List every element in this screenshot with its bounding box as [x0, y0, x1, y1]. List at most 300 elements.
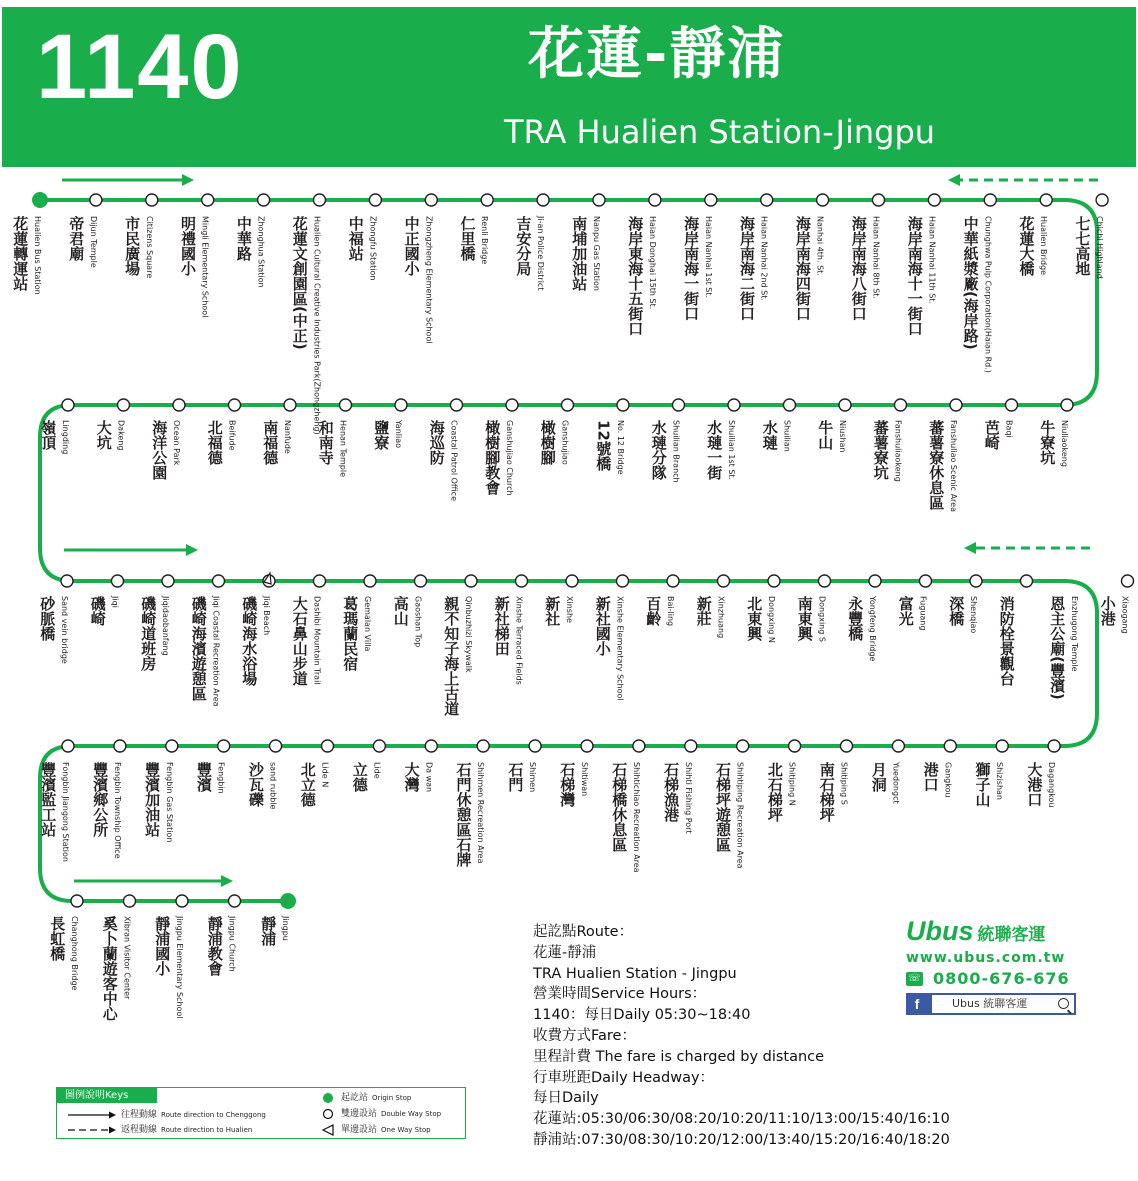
stop-name-en: Niushan: [838, 420, 847, 453]
stop-name-zh: 北東興: [745, 596, 764, 641]
double-stop-marker[interactable]: [633, 740, 645, 752]
double-stop-marker[interactable]: [895, 399, 907, 411]
double-stop-marker[interactable]: [114, 740, 126, 752]
double-stop-marker[interactable]: [112, 575, 124, 587]
double-stop-marker[interactable]: [415, 575, 427, 587]
stop-name-en: Fengbin Gas Station: [164, 762, 174, 843]
stop-name-en: Jiqi: [110, 596, 120, 608]
double-stop-marker[interactable]: [1061, 399, 1073, 411]
stop-name-en: Jingpu: [281, 916, 290, 941]
stop-name-en: Da wan: [424, 762, 434, 793]
outbound-arrow-icon: [182, 174, 194, 186]
stop-name-en: Shihtiping Recreation Area: [735, 762, 745, 869]
stop-name-zh: 花蓮大橋: [1017, 216, 1036, 276]
double-stop-marker[interactable]: [1006, 399, 1018, 411]
double-stop-marker[interactable]: [737, 740, 749, 752]
double-stop-marker[interactable]: [516, 575, 528, 587]
stop-name-en: Xinshe: [565, 596, 574, 623]
stop-name-zh: 海岸南海二街口: [737, 216, 756, 321]
double-stop-marker[interactable]: [258, 194, 270, 206]
legend-forward-zh: 往程動線: [121, 1109, 158, 1120]
double-stop-marker[interactable]: [593, 194, 605, 206]
stop-name-zh: 砂脈橋: [38, 596, 57, 641]
double-stop-marker[interactable]: [166, 740, 178, 752]
return-arrow-icon: [948, 174, 960, 186]
legend-oneway-en: One Way Stop: [381, 1125, 431, 1134]
stop-name-zh: 七七高地: [1073, 216, 1092, 276]
double-stop-marker[interactable]: [202, 194, 214, 206]
stop-name-zh: 仁里橋: [458, 216, 477, 261]
legend-double-zh: 雙邊設站: [341, 1108, 378, 1119]
one-way-stop-icon: [321, 1124, 335, 1136]
stop-name-zh: 海岸南海八街口: [849, 216, 868, 321]
double-stop-marker[interactable]: [340, 399, 352, 411]
double-stop-marker[interactable]: [270, 740, 282, 752]
solid-arrow-icon: [67, 1110, 117, 1120]
stop-name-en: Xinshe Elementary School: [615, 596, 625, 701]
stop-name-en: Renli Bridge: [480, 216, 490, 265]
facebook-page-field[interactable]: [932, 995, 1074, 1013]
double-stop-marker[interactable]: [162, 575, 174, 587]
stop-name-zh: 明禮國小: [178, 216, 197, 276]
double-stop-marker[interactable]: [705, 194, 717, 206]
double-stop-marker[interactable]: [373, 740, 385, 752]
double-stop-marker[interactable]: [1096, 194, 1108, 206]
stop-name-zh: 海巡防: [427, 420, 446, 465]
double-stop-marker[interactable]: [62, 399, 74, 411]
stop-name-zh: 消防栓景觀台: [997, 596, 1016, 686]
double-stop-icon: [321, 1108, 335, 1120]
double-stop-marker[interactable]: [173, 399, 185, 411]
double-stop-marker[interactable]: [566, 575, 578, 587]
stop-name-zh: 牛寮坑: [1038, 420, 1057, 465]
legend-double-en: Double Way Stop: [381, 1109, 442, 1118]
stop-name-en: Hualien Cultural Creative Industries Park(Zhongzheng): [312, 216, 322, 435]
stop-name-en: Niuliaokeng: [1060, 420, 1069, 467]
double-stop-marker[interactable]: [920, 575, 932, 587]
stop-name-zh: 磯崎: [88, 596, 107, 626]
info-line: 花蓮-靜浦: [533, 944, 597, 961]
stop-name-zh: 高山: [391, 596, 410, 626]
stop-name-en: Shenqiao: [969, 596, 978, 634]
stop-name-zh: 小港: [1098, 596, 1117, 626]
stop-name-en: Shuilian Branch: [671, 420, 681, 483]
stop-name-en: Shitiping N: [787, 762, 797, 806]
stop-name-en: Hualien Bridge: [1039, 216, 1049, 276]
double-stop-marker[interactable]: [819, 575, 831, 587]
stop-name-zh: 嶺頂: [39, 420, 58, 450]
double-stop-marker[interactable]: [425, 194, 437, 206]
stop-name-zh: 海岸南海一街口: [682, 216, 701, 321]
stop-name-zh: 帝君廟: [67, 216, 86, 261]
stop-name-zh: 12號橋: [594, 420, 613, 471]
facebook-search-box[interactable]: [906, 993, 1076, 1015]
ubus-logo: Ubus: [906, 916, 974, 946]
stop-name-en: Dakeng: [116, 420, 126, 451]
stop-name-zh: 大石鼻山步道: [290, 596, 309, 686]
double-stop-marker[interactable]: [229, 895, 241, 907]
stop-name-zh: 月洞: [869, 762, 888, 792]
stop-name-en: Shizishan: [995, 762, 1005, 801]
stop-name-en: Yuedongct: [891, 762, 901, 804]
stop-name-zh: 磯崎道班房: [139, 596, 158, 671]
stop-name-zh: 海洋公園: [150, 420, 169, 480]
stop-name-en: Shihtichiao Recreation Area: [631, 762, 641, 873]
dashed-arrow-icon: [67, 1125, 117, 1135]
origin-stop-icon: [321, 1092, 335, 1104]
stop-name-en: Mingli Elementary School: [200, 216, 210, 318]
stop-name-en: Zhonghua Station: [256, 216, 266, 288]
legend-title: 圖例說明Keys: [57, 1088, 157, 1103]
stop-name-zh: 芭崎: [982, 420, 1001, 450]
stop-name-zh: 南埔加油站: [570, 216, 589, 291]
stop-name-zh: 長虹橋: [48, 916, 67, 961]
stop-name-en: Zhongfu Station: [368, 216, 378, 281]
stop-name-zh: 牛山: [816, 420, 835, 450]
double-stop-marker[interactable]: [649, 194, 661, 206]
brand-url[interactable]: www.ubus.com.tw: [906, 950, 1066, 966]
legend-forward-en: Route direction to Chenggong: [161, 1110, 266, 1119]
stop-name-en: Yongfeng Bridge: [868, 596, 877, 662]
double-stop-marker[interactable]: [176, 895, 188, 907]
legend-reverse-zh: 返程動線: [121, 1124, 158, 1135]
double-stop-marker[interactable]: [322, 740, 334, 752]
stop-name-en: Shitiwan: [580, 762, 589, 797]
stop-name-en: Ji-an Police District: [536, 216, 546, 291]
stop-name-en: Gaoshan Top: [413, 596, 423, 648]
stop-name-en: Nanfude: [283, 420, 292, 454]
stop-name-zh: 和南寺: [316, 420, 335, 465]
double-stop-marker[interactable]: [218, 740, 230, 752]
stop-name-zh: 石門休憩區石牌: [454, 762, 473, 867]
stop-name-en: Nanpu Gas Station: [592, 216, 601, 291]
double-stop-marker[interactable]: [685, 740, 697, 752]
stop-name-en: Coastal Patrol Office: [449, 420, 459, 501]
stop-name-en: Gangkou: [943, 762, 953, 798]
origin-stop-marker[interactable]: [280, 893, 296, 909]
double-stop-marker[interactable]: [562, 399, 574, 411]
double-stop-marker[interactable]: [869, 575, 881, 587]
double-stop-marker[interactable]: [761, 194, 773, 206]
search-icon: [1058, 998, 1069, 1009]
stop-name-zh: 新社梯田: [492, 596, 511, 656]
stop-name-zh: 豐濱鄉公所: [91, 762, 110, 837]
legend-oneway-zh: 單邊設站: [341, 1124, 378, 1135]
stop-name-zh: 新社: [543, 596, 562, 626]
double-stop-marker[interactable]: [673, 399, 685, 411]
stop-name-en: Haian Nanhai 2nd St.: [759, 216, 769, 301]
stop-name-en: Hualien Bus Station: [33, 216, 42, 295]
double-stop-marker[interactable]: [425, 740, 437, 752]
stop-name-en: Xibran Visitor Center: [122, 916, 132, 1000]
stop-name-zh: 新莊: [694, 596, 713, 626]
stop-name-zh: 大港口: [1025, 762, 1044, 807]
stop-name-en: Shihti Fishing Port: [683, 762, 693, 834]
stop-name-en: Enzhugong Temple: [1070, 596, 1079, 672]
double-stop-marker[interactable]: [395, 399, 407, 411]
legend-reverse: [67, 1125, 252, 1135]
stop-name-zh: 海岸南海十一街口: [905, 216, 924, 336]
stop-name-en: Baqi: [1004, 420, 1014, 438]
stop-name-zh: 南東興: [795, 596, 814, 641]
double-stop-marker[interactable]: [789, 740, 801, 752]
stop-name-en: Haian Nanhai 8th St.: [871, 216, 881, 299]
stop-name-zh: 石門: [506, 762, 525, 792]
stop-name-zh: 大坑: [94, 420, 113, 450]
stop-name-zh: 靜浦國小: [153, 916, 172, 976]
stop-name-zh: 磯崎海濱遊憩區: [189, 596, 208, 701]
stop-name-en: Ganshujiao: [560, 420, 570, 465]
stop-name-en: Changhong Bridge: [70, 916, 79, 991]
stop-name-en: Xinshe Terraced Fields: [514, 596, 524, 685]
double-stop-marker[interactable]: [970, 575, 982, 587]
stop-name-zh: 石梯橋休息區: [610, 762, 629, 852]
stop-name-en: Fengbin: [216, 762, 226, 794]
stop-name-zh: 沙瓦礫: [246, 762, 265, 807]
stop-name-en: Shihmen Recreation Area: [476, 762, 486, 864]
stop-name-en: Yanliao: [394, 420, 403, 448]
stop-name-en: Shitiping S: [839, 762, 849, 805]
stop-name-zh: 海岸南海四街口: [793, 216, 812, 321]
stop-name-zh: 南福德: [261, 420, 280, 465]
double-stop-marker[interactable]: [841, 740, 853, 752]
brand-phone[interactable]: 0800-676-676: [933, 969, 1070, 988]
info-line: 1140：每日Daily 05:30~18:40: [533, 1007, 751, 1024]
legend: [56, 1087, 466, 1139]
stop-name-zh: 南石梯坪: [817, 762, 836, 822]
stop-name-zh: 海岸東海十五街口: [626, 216, 645, 336]
stop-name-en: Nanhai 4th. St.: [815, 216, 825, 276]
stop-name-zh: 中福站: [346, 216, 365, 261]
stop-name-zh: 花蓮文創園區(中正): [290, 216, 309, 350]
stop-name-en: Henan Temple: [338, 420, 348, 477]
stop-name-en: Lide: [372, 762, 382, 779]
stop-name-zh: 新社國小: [593, 596, 612, 656]
route-name-en: TRA Hualien Station-Jingpu: [504, 113, 936, 151]
stop-name-zh: 恩主公廟(豐濱): [1048, 596, 1067, 700]
stop-name-en: Citizens Square: [144, 216, 154, 279]
double-stop-marker[interactable]: [944, 740, 956, 752]
double-stop-marker[interactable]: [71, 895, 83, 907]
stop-name-en: Jiqi Coastal Recreation Area: [211, 596, 221, 707]
stop-name-zh: 大灣: [402, 762, 421, 792]
legend-double: [321, 1108, 441, 1120]
brand-block: [906, 918, 1086, 1015]
info-line: 靜浦站:07:30/08:30/10:20/12:00/13:40/15:20/16:40/18:20: [533, 1131, 950, 1148]
stop-name-en: Jiqi Beach: [262, 596, 271, 636]
double-stop-marker[interactable]: [314, 575, 326, 587]
double-stop-marker[interactable]: [369, 194, 381, 206]
legend-forward: [67, 1110, 266, 1120]
stop-name-en: Jingpu Elementary School: [175, 916, 184, 1019]
double-stop-marker[interactable]: [950, 399, 962, 411]
stop-name-en: Fengbin Township Office: [112, 762, 122, 859]
double-stop-marker[interactable]: [314, 194, 326, 206]
double-stop-marker[interactable]: [817, 194, 829, 206]
stop-name-zh: 親不知子海上古道: [442, 596, 461, 716]
double-stop-marker[interactable]: [1122, 575, 1134, 587]
legend-oneway: [321, 1124, 431, 1136]
double-stop-marker[interactable]: [465, 575, 477, 587]
double-stop-marker[interactable]: [581, 740, 593, 752]
stop-name-en: sand rubble: [268, 762, 278, 810]
double-stop-marker[interactable]: [839, 399, 851, 411]
double-stop-marker[interactable]: [768, 575, 780, 587]
double-stop-marker[interactable]: [481, 194, 493, 206]
double-stop-marker[interactable]: [529, 740, 541, 752]
phone-icon: ☏: [906, 972, 923, 986]
stop-name-zh: 石梯漁港: [662, 762, 681, 822]
stop-name-en: Jingpu Church: [227, 916, 237, 972]
stop-name-zh: 靜浦教會: [205, 916, 224, 976]
stop-name-en: Haian Donghai 15th St.: [647, 216, 657, 310]
double-stop-marker[interactable]: [62, 740, 74, 752]
stop-name-zh: 豐濱監工站: [39, 762, 58, 837]
stop-name-zh: 橄樹腳教會: [483, 420, 502, 495]
stop-name-zh: 蕃薯寮坑: [871, 420, 890, 480]
info-line: 營業時間Service Hours：: [533, 986, 707, 1003]
double-stop-marker[interactable]: [892, 740, 904, 752]
double-stop-marker[interactable]: [984, 194, 996, 206]
stop-name-en: Lingding: [61, 420, 70, 455]
stop-name-zh: 港口: [921, 762, 940, 792]
stop-name-en: Beifude: [227, 420, 237, 451]
info-line: 花蓮站:05:30/06:30/08:20/10:20/11:10/13:00/15:40/16:10: [533, 1111, 950, 1128]
stop-name-zh: 富光: [896, 596, 915, 626]
stop-name-en: Lide N: [320, 762, 330, 788]
stop-name-zh: 蕃薯寮休息區: [927, 420, 946, 510]
stop-name-en: Bai-ling: [666, 596, 675, 627]
double-stop-marker[interactable]: [124, 895, 136, 907]
double-stop-marker[interactable]: [506, 399, 518, 411]
origin-stop-marker[interactable]: [32, 192, 48, 208]
legend-origin-en: Origin Stop: [372, 1093, 412, 1102]
stop-name-en: Dashibi Mountain Trail: [312, 596, 322, 685]
stop-name-en: Zhongzheng Elementary School: [424, 216, 434, 344]
stop-name-zh: 磯崎海水浴場: [240, 596, 259, 686]
stop-name-zh: 水璉分隊: [649, 420, 668, 480]
brand-phone-row: [906, 971, 1086, 987]
stop-name-zh: 百齡: [644, 596, 663, 626]
stop-name-zh: 深橋: [947, 596, 966, 626]
info-line: TRA Hualien Station - Jingpu: [533, 965, 737, 982]
stop-name-en: Fongbin Jiangong Station: [61, 762, 70, 862]
stop-name-zh: 獅子山: [973, 762, 992, 807]
info-line: 里程計費 The fare is charged by distance: [533, 1048, 825, 1065]
stop-name-zh: 靜浦: [259, 916, 278, 946]
facebook-icon: f: [908, 995, 926, 1013]
stop-name-zh: 市民廣場: [123, 216, 142, 276]
stop-name-en: Dijun Temple: [88, 216, 98, 268]
stop-name-zh: 葛瑪蘭民宿: [341, 596, 360, 671]
stop-name-zh: 奚卜蘭遊客中心: [100, 916, 119, 1021]
stop-name-en: Shuilian 1st St.: [727, 420, 736, 481]
double-stop-marker[interactable]: [213, 575, 225, 587]
info-line: 行車班距Daily Headway：: [533, 1069, 715, 1086]
double-stop-marker[interactable]: [728, 399, 740, 411]
stop-name-en: Shimen: [528, 762, 538, 793]
double-stop-marker[interactable]: [1021, 575, 1033, 587]
double-stop-marker[interactable]: [364, 575, 376, 587]
double-stop-marker[interactable]: [118, 399, 130, 411]
double-stop-marker[interactable]: [718, 575, 730, 587]
stop-name-zh: 水璉一街: [705, 420, 724, 480]
stop-name-en: Xinzhuang: [716, 596, 726, 639]
stop-name-zh: 北福德: [205, 420, 224, 465]
stop-name-zh: 中華路: [234, 216, 253, 261]
double-stop-marker[interactable]: [61, 575, 73, 587]
stop-name-en: Gemalan Villa: [363, 596, 372, 652]
double-stop-marker[interactable]: [1048, 740, 1060, 752]
legend-origin-zh: 起訖站: [341, 1092, 369, 1103]
double-stop-marker[interactable]: [873, 194, 885, 206]
outbound-arrow-icon: [186, 544, 198, 556]
double-stop-marker[interactable]: [617, 575, 629, 587]
double-stop-marker[interactable]: [537, 194, 549, 206]
double-stop-marker[interactable]: [617, 399, 629, 411]
stop-name-zh: 豐濱: [194, 762, 213, 792]
stop-name-zh: 立德: [350, 762, 369, 792]
route-name-zh: 花蓮-靜浦: [528, 22, 786, 87]
route-number: 1140: [36, 16, 244, 118]
stop-name-zh: 永豐橋: [846, 596, 865, 641]
stop-name-zh: 北石梯坪: [765, 762, 784, 822]
stop-name-zh: 中正國小: [402, 216, 421, 276]
stop-name-en: Xiaogang: [1120, 596, 1130, 634]
outbound-arrow-icon: [221, 875, 233, 887]
double-stop-marker[interactable]: [90, 194, 102, 206]
stop-name-en: Ocean Park: [172, 420, 181, 466]
stop-name-en: Dongxing N: [767, 596, 776, 643]
stop-name-en: Ganshujiao Church: [505, 420, 514, 496]
stop-name-en: Dongxing S: [817, 596, 827, 642]
double-stop-marker[interactable]: [477, 740, 489, 752]
double-stop-marker[interactable]: [1040, 194, 1052, 206]
stop-name-en: Haian Nanhai 1st St.: [703, 216, 713, 299]
info-line: 收費方式Fare：: [533, 1027, 636, 1044]
stop-name-en: Chichi Highland: [1095, 216, 1105, 279]
stop-name-zh: 吉安分局: [514, 216, 533, 276]
double-stop-marker[interactable]: [451, 399, 463, 411]
double-stop-marker[interactable]: [229, 399, 241, 411]
stop-name-en: Sand vein bridge: [60, 596, 69, 664]
stop-name-zh: 石梯灣: [558, 762, 577, 807]
brand-name-zh: 統聯客運: [977, 925, 1046, 945]
stop-name-zh: 橄樹腳: [538, 420, 557, 465]
double-stop-marker[interactable]: [996, 740, 1008, 752]
stop-name-en: Dagangkou: [1047, 762, 1057, 808]
stop-name-zh: 石梯坪遊憩區: [713, 762, 732, 852]
double-stop-marker[interactable]: [784, 399, 796, 411]
stop-name-zh: 北立德: [298, 762, 317, 807]
stop-name-en: Qinbuzhizi Skywalk: [464, 596, 473, 673]
info-line: 每日Daily: [533, 1090, 599, 1107]
stop-name-en: Fanshuliaokeng: [893, 420, 903, 482]
stop-name-zh: 花蓮轉運站: [11, 216, 30, 291]
legend-reverse-en: Route direction to Hualien: [161, 1125, 253, 1134]
stop-name-zh: 中華紙漿廠(海岸路): [961, 216, 980, 350]
double-stop-marker[interactable]: [928, 194, 940, 206]
stop-name-en: Chunghwa Pulp Corporation(Haian Rd.): [983, 216, 993, 373]
double-stop-marker[interactable]: [146, 194, 158, 206]
stop-name-en: Fanshuliao Scenic Area: [949, 420, 958, 512]
stop-name-en: Haian Nanhai 11th St.: [927, 216, 937, 305]
double-stop-marker[interactable]: [284, 399, 296, 411]
return-arrow-icon: [964, 542, 976, 554]
info-line: 起訖點Route：: [533, 924, 634, 940]
stop-name-en: Shuilian: [782, 420, 792, 452]
double-stop-marker[interactable]: [667, 575, 679, 587]
